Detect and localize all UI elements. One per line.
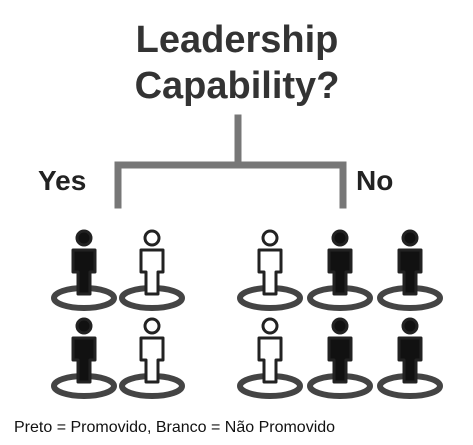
person-head [263,231,277,245]
person-not-promoted-icon [240,231,300,308]
title-line-2: Capability? [134,65,340,107]
people-groups [54,231,440,396]
person-promoted-icon [310,231,370,308]
person-head [77,231,91,245]
person-promoted-icon [54,319,114,396]
person-head [145,231,159,245]
person-head [333,231,347,245]
person-promoted-icon [380,231,440,308]
group-no [240,231,440,396]
person-head [145,319,159,333]
person-head [403,231,417,245]
branch-label-yes: Yes [38,165,87,196]
person-promoted-icon [380,319,440,396]
person-head [403,319,417,333]
legend-caption: Preto = Promovido, Branco = Não Promovido [14,419,336,436]
title-line-1: Leadership [135,19,339,61]
decision-connector [118,118,343,205]
person-not-promoted-icon [240,319,300,396]
group-yes [54,231,182,396]
branch-label-no: No [356,165,394,196]
person-not-promoted-icon [122,231,182,308]
person-promoted-icon [54,231,114,308]
person-promoted-icon [310,319,370,396]
person-not-promoted-icon [122,319,182,396]
person-head [333,319,347,333]
person-head [263,319,277,333]
person-head [77,319,91,333]
